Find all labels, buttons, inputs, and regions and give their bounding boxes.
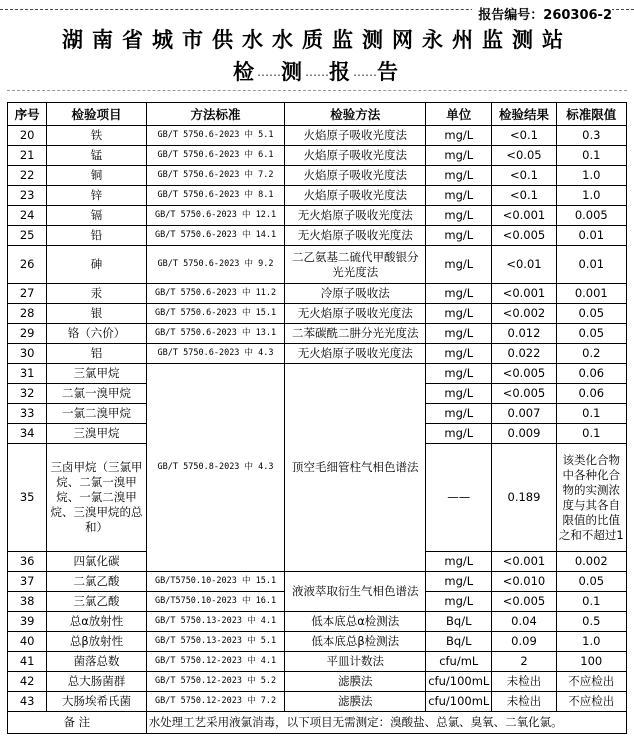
cell-item: 二氯乙酸 — [47, 572, 146, 592]
cell-item: 铝 — [47, 344, 146, 364]
col-header-result: 检验结果 — [492, 103, 556, 126]
cell-limit: 0.06 — [556, 384, 626, 404]
table-row — [8, 126, 627, 146]
cell-result: <0.01 — [492, 246, 556, 284]
cell-limit: 1.0 — [556, 186, 626, 206]
cell-limit: 不应检出 — [556, 672, 626, 692]
cell-item: 汞 — [47, 284, 146, 304]
table-row — [8, 304, 627, 324]
cell-item: 镉 — [47, 206, 146, 226]
title-char: 报 — [329, 60, 353, 84]
col-header-limit: 标准限值 — [556, 103, 626, 126]
cell-limit: 0.001 — [556, 284, 626, 304]
report-title-type: 检⋯⋯测⋯⋯报⋯⋯告 — [233, 60, 401, 84]
cell-unit: mg/L — [426, 592, 492, 612]
cell-no: 39 — [8, 612, 47, 632]
cell-standard: GB/T 5750.6-2023 中 7.2 — [146, 166, 285, 186]
cell-item: 一氯二溴甲烷 — [47, 404, 146, 424]
table-row — [8, 572, 627, 592]
table-row — [8, 284, 627, 304]
col-header-unit: 单位 — [426, 103, 492, 126]
cell-result: 2 — [492, 652, 556, 672]
cell-result: 未检出 — [492, 672, 556, 692]
cell-result: <0.005 — [492, 226, 556, 246]
cell-limit: 0.005 — [556, 206, 626, 226]
cell-item: 铜 — [47, 166, 146, 186]
cell-result: <0.1 — [492, 166, 556, 186]
cell-item: 三氯甲烷 — [47, 364, 146, 384]
remark-text: 水处理工艺采用液氯消毒，以下项目无需测定：溴酸盐、总氯、臭氧、二氧化氯。 — [146, 712, 626, 734]
cell-unit: mg/L — [426, 304, 492, 324]
cell-result: 0.09 — [492, 632, 556, 652]
cell-standard: GB/T 5750.6-2023 中 6.1 — [146, 146, 285, 166]
cell-limit: 0.01 — [556, 246, 626, 284]
table-row — [8, 226, 627, 246]
cell-result: 0.012 — [492, 324, 556, 344]
cell-item: 锰 — [47, 146, 146, 166]
col-header-standard: 方法标准 — [146, 103, 285, 126]
cell-item: 铁 — [47, 126, 146, 146]
cell-limit: 0.002 — [556, 552, 626, 572]
col-header-item: 检验项目 — [47, 103, 146, 126]
table-row — [8, 692, 627, 712]
cell-method: 无火焰原子吸收光度法 — [285, 206, 426, 226]
cell-item: 银 — [47, 304, 146, 324]
cell-unit: mg/L — [426, 226, 492, 246]
cell-no: 43 — [8, 692, 47, 712]
cell-no: 29 — [8, 324, 47, 344]
cell-limit: 0.3 — [556, 126, 626, 146]
cell-limit: 0.1 — [556, 424, 626, 444]
cell-standard: GB/T 5750.13-2023 中 4.1 — [146, 612, 285, 632]
cell-standard: GB/T 5750.12-2023 中 5.2 — [146, 672, 285, 692]
cell-standard: GB/T 5750.6-2023 中 15.1 — [146, 304, 285, 324]
cell-result: <0.1 — [492, 126, 556, 146]
cell-result: <0.005 — [492, 592, 556, 612]
cell-unit: —— — [426, 444, 492, 552]
title-char: 测 — [281, 60, 305, 84]
cell-item: 菌落总数 — [47, 652, 146, 672]
cell-unit: mg/L — [426, 364, 492, 384]
cell-unit: Bq/L — [426, 632, 492, 652]
cell-method: 低本底总α检测法 — [285, 612, 426, 632]
cell-unit: cfu/100mL — [426, 692, 492, 712]
cell-unit: mg/L — [426, 126, 492, 146]
cell-method-merged: 顶空毛细管柱气相色谱法 — [285, 364, 426, 572]
cell-unit: mg/L — [426, 206, 492, 226]
cell-result: <0.002 — [492, 304, 556, 324]
cell-standard: GB/T 5750.12-2023 中 7.2 — [146, 692, 285, 712]
cell-result: <0.05 — [492, 146, 556, 166]
cell-limit: 不应检出 — [556, 692, 626, 712]
cell-unit: cfu/100mL — [426, 672, 492, 692]
cell-no: 42 — [8, 672, 47, 692]
cell-no: 23 — [8, 186, 47, 206]
cell-method: 火焰原子吸收光度法 — [285, 146, 426, 166]
cell-item: 锌 — [47, 186, 146, 206]
cell-limit: 1.0 — [556, 632, 626, 652]
cell-unit: mg/L — [426, 166, 492, 186]
table-row — [8, 246, 627, 284]
title-divider — [7, 90, 627, 91]
cell-no: 38 — [8, 592, 47, 612]
cell-result: <0.001 — [492, 206, 556, 226]
report-number: 报告编号：260306-2 — [472, 4, 612, 23]
cell-item: 铅 — [47, 226, 146, 246]
cell-no: 35 — [8, 444, 47, 552]
table-row — [8, 206, 627, 226]
cell-method: 滤膜法 — [285, 672, 426, 692]
cell-limit: 0.1 — [556, 146, 626, 166]
cell-item: 总α放射性 — [47, 612, 146, 632]
table-row — [8, 672, 627, 692]
cell-unit: mg/L — [426, 284, 492, 304]
col-header-no: 序号 — [8, 103, 47, 126]
cell-standard-merged: GB/T 5750.8-2023 中 4.3 — [146, 364, 285, 572]
cell-method: 滤膜法 — [285, 692, 426, 712]
cell-limit: 0.06 — [556, 364, 626, 384]
cell-result: 0.009 — [492, 424, 556, 444]
cell-limit: 0.01 — [556, 226, 626, 246]
cell-no: 28 — [8, 304, 47, 324]
cell-limit: 0.5 — [556, 612, 626, 632]
cell-limit: 1.0 — [556, 166, 626, 186]
table-row — [8, 652, 627, 672]
cell-no: 34 — [8, 424, 47, 444]
table-row — [8, 146, 627, 166]
cell-no: 33 — [8, 404, 47, 424]
cell-method: 无火焰原子吸收光度法 — [285, 226, 426, 246]
cell-result: <0.010 — [492, 572, 556, 592]
cell-unit: mg/L — [426, 404, 492, 424]
cell-method: 平皿计数法 — [285, 652, 426, 672]
table-row — [8, 166, 627, 186]
cell-standard: GB/T 5750.6-2023 中 9.2 — [146, 246, 285, 284]
cell-unit: mg/L — [426, 572, 492, 592]
cell-result: <0.005 — [492, 384, 556, 404]
cell-limit: 0.2 — [556, 344, 626, 364]
cell-method-merged: 液液萃取衍生气相色谱法 — [285, 572, 426, 612]
title-char: 检 — [233, 60, 257, 84]
cell-item: 三氯乙酸 — [47, 592, 146, 612]
cell-unit: mg/L — [426, 324, 492, 344]
cell-standard: GB/T 5750.12-2023 中 4.1 — [146, 652, 285, 672]
cell-item: 二氯一溴甲烷 — [47, 384, 146, 404]
cell-result: 0.189 — [492, 444, 556, 552]
cell-method: 二乙氨基二硫代甲酸银分光光度法 — [285, 246, 426, 284]
cell-limit: 0.1 — [556, 404, 626, 424]
cell-method: 火焰原子吸收光度法 — [285, 166, 426, 186]
cell-unit: cfu/mL — [426, 652, 492, 672]
cell-standard: GB/T 5750.6-2023 中 8.1 — [146, 186, 285, 206]
cell-method: 无火焰原子吸收光度法 — [285, 304, 426, 324]
cell-unit: mg/L — [426, 146, 492, 166]
cell-standard: GB/T 5750.6-2023 中 5.1 — [146, 126, 285, 146]
cell-result: <0.001 — [492, 552, 556, 572]
cell-unit: mg/L — [426, 552, 492, 572]
cell-result: 0.022 — [492, 344, 556, 364]
cell-no: 31 — [8, 364, 47, 384]
cell-unit: Bq/L — [426, 612, 492, 632]
cell-method: 低本底总β检测法 — [285, 632, 426, 652]
cell-unit: mg/L — [426, 424, 492, 444]
table-header-row — [8, 103, 627, 126]
cell-no: 21 — [8, 146, 47, 166]
results-table — [7, 102, 627, 734]
cell-no: 22 — [8, 166, 47, 186]
cell-method: 火焰原子吸收光度法 — [285, 186, 426, 206]
cell-item: 砷 — [47, 246, 146, 284]
remark-row — [8, 712, 627, 734]
cell-limit: 100 — [556, 652, 626, 672]
cell-no: 30 — [8, 344, 47, 364]
cell-no: 32 — [8, 384, 47, 404]
title-char: 告 — [377, 60, 401, 84]
cell-result: 0.007 — [492, 404, 556, 424]
cell-limit: 0.05 — [556, 304, 626, 324]
cell-item: 总大肠菌群 — [47, 672, 146, 692]
cell-standard: GB/T 5750.6-2023 中 12.1 — [146, 206, 285, 226]
cell-no: 37 — [8, 572, 47, 592]
cell-method: 火焰原子吸收光度法 — [285, 126, 426, 146]
cell-unit: mg/L — [426, 384, 492, 404]
remark-label: 备 注 — [8, 712, 147, 734]
cell-no: 26 — [8, 246, 47, 284]
cell-no: 36 — [8, 552, 47, 572]
cell-item: 大肠埃希氏菌 — [47, 692, 146, 712]
cell-result: <0.1 — [492, 186, 556, 206]
table-row — [8, 186, 627, 206]
cell-standard: GB/T5750.10-2023 中 15.1 — [146, 572, 285, 592]
cell-limit: 该类化合物中各种化合物的实测浓度与其各自限值的比值之和不超过1 — [556, 444, 626, 552]
cell-limit: 0.1 — [556, 592, 626, 612]
cell-standard: GB/T5750.10-2023 中 16.1 — [146, 592, 285, 612]
report-title-organization: 湖南省城市供水水质监测网永州监测站 — [62, 28, 572, 52]
cell-standard: GB/T 5750.6-2023 中 14.1 — [146, 226, 285, 246]
cell-standard: GB/T 5750.13-2023 中 5.1 — [146, 632, 285, 652]
cell-result: 0.04 — [492, 612, 556, 632]
cell-no: 24 — [8, 206, 47, 226]
table-row — [8, 344, 627, 364]
table-row — [8, 612, 627, 632]
cell-no: 20 — [8, 126, 47, 146]
cell-result: <0.001 — [492, 284, 556, 304]
table-row — [8, 364, 627, 384]
cell-standard: GB/T 5750.6-2023 中 13.1 — [146, 324, 285, 344]
cell-item: 三溴甲烷 — [47, 424, 146, 444]
cell-no: 27 — [8, 284, 47, 304]
cell-unit: mg/L — [426, 344, 492, 364]
cell-method: 冷原子吸收法 — [285, 284, 426, 304]
cell-no: 25 — [8, 226, 47, 246]
table-row — [8, 324, 627, 344]
cell-unit: mg/L — [426, 246, 492, 284]
cell-no: 41 — [8, 652, 47, 672]
cell-item: 四氯化碳 — [47, 552, 146, 572]
cell-no: 40 — [8, 632, 47, 652]
cell-limit: 0.05 — [556, 324, 626, 344]
cell-result: 未检出 — [492, 692, 556, 712]
col-header-method: 检验方法 — [285, 103, 426, 126]
cell-method: 二苯碳酰二肼分光光度法 — [285, 324, 426, 344]
cell-item: 铬（六价） — [47, 324, 146, 344]
cell-result: <0.005 — [492, 364, 556, 384]
cell-item: 总β放射性 — [47, 632, 146, 652]
table-row — [8, 632, 627, 652]
cell-method: 无火焰原子吸收光度法 — [285, 344, 426, 364]
cell-unit: mg/L — [426, 186, 492, 206]
cell-standard: GB/T 5750.6-2023 中 11.2 — [146, 284, 285, 304]
cell-standard: GB/T 5750.6-2023 中 4.3 — [146, 344, 285, 364]
cell-item: 三卤甲烷（三氯甲烷、二氯一溴甲烷、一氯二溴甲烷、三溴甲烷的总和） — [47, 444, 146, 552]
cell-limit: 0.05 — [556, 572, 626, 592]
